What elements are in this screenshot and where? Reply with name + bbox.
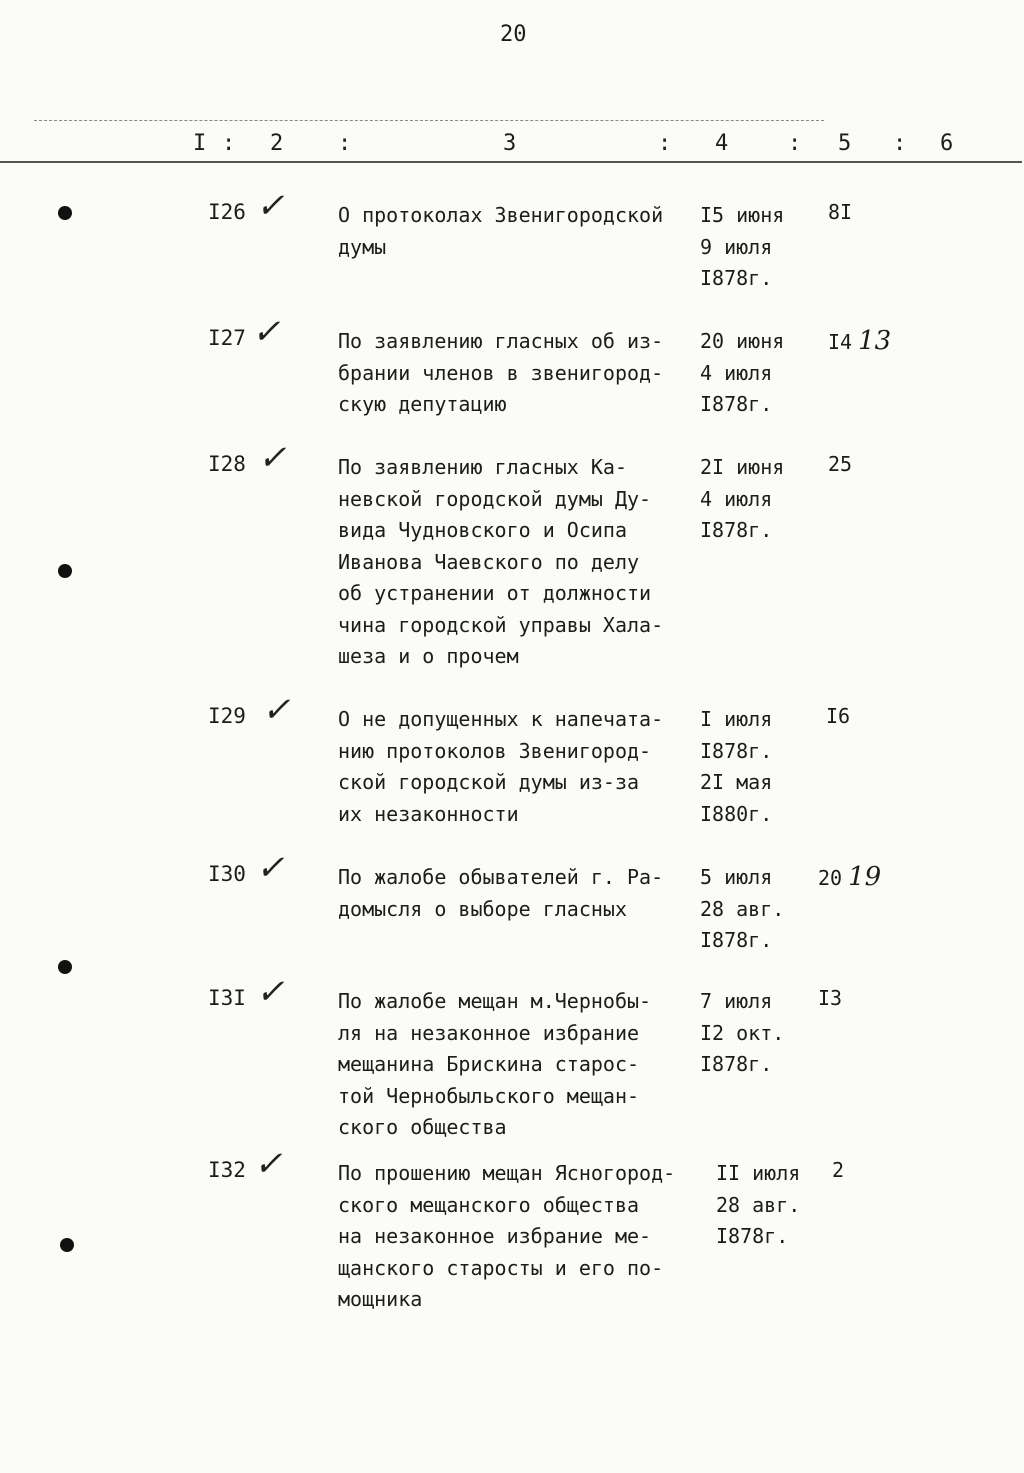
column-header-4: 4 — [715, 131, 729, 156]
entry-dates — [700, 862, 784, 957]
entry-title — [338, 986, 703, 1144]
entry-title — [338, 1158, 703, 1316]
title-line: чина городской управы Хала- — [338, 612, 664, 637]
title-line: шеза и о прочем — [338, 644, 519, 668]
entry-sheet-count — [828, 452, 852, 476]
entry-dates — [700, 326, 784, 421]
title-line: брании членов в звенигород- — [338, 360, 664, 385]
checkmark-icon: ✓ — [256, 186, 285, 226]
title-line: Иванова Чаевского по делу — [338, 549, 640, 574]
entry-dates — [700, 452, 784, 547]
date-line: I июля — [700, 707, 773, 731]
column-separator: : — [788, 131, 802, 156]
date-line: 4 июля — [700, 360, 773, 385]
title-line: нию протоколов Звенигород- — [338, 738, 652, 763]
column-header-1: I — [193, 131, 207, 156]
column-header-3: 3 — [503, 131, 517, 156]
entry-title — [338, 704, 703, 830]
handwritten-count-correction: 13 — [858, 326, 892, 356]
entry-dates — [700, 200, 784, 295]
entry-sheet-count — [818, 986, 842, 1010]
title-line: По прошению мещан Ясногород- — [338, 1161, 676, 1185]
title-line: невской городской думы Ду- — [338, 486, 652, 511]
date-line: I878г. — [700, 392, 773, 416]
title-line: О протоколах Звенигородской — [338, 203, 664, 227]
date-line: 7 июля — [700, 989, 773, 1013]
date-line: 28 авг. — [700, 896, 785, 921]
date-line: 2I июня — [700, 455, 785, 479]
date-line: I878г. — [700, 518, 773, 542]
title-line: их незаконности — [338, 801, 519, 826]
column-separator: : — [893, 131, 907, 156]
entry-number: I3I — [208, 986, 246, 1010]
binder-hole — [58, 206, 72, 220]
title-line: скую депутацию — [338, 392, 507, 416]
date-line: I880г. — [700, 801, 773, 826]
entry-dates — [700, 986, 784, 1081]
count-value: I3 — [818, 986, 843, 1010]
entry-number: I29 — [208, 704, 246, 728]
date-line: 20 июня — [700, 329, 785, 353]
title-line: ской городской думы из-за — [338, 770, 640, 794]
column-header-6: 6 — [940, 131, 954, 156]
entry-sheet-count — [828, 326, 891, 356]
date-line: I878г. — [700, 1052, 773, 1076]
date-line: I878г. — [700, 928, 773, 952]
date-line: 4 июля — [700, 486, 773, 511]
checkmark-icon: ✓ — [254, 1144, 283, 1184]
header-bottom-rule — [0, 161, 1022, 163]
title-line: домысля о выборе гласных — [338, 896, 627, 921]
checkmark-icon: ✓ — [258, 438, 287, 478]
checkmark-icon: ✓ — [262, 690, 291, 730]
title-line: ля на незаконное избрание — [338, 1020, 640, 1045]
title-line: По жалобе обывателей г. Ра- — [338, 865, 664, 889]
checkmark-icon: ✓ — [256, 972, 285, 1012]
date-line: I878г. — [716, 1224, 789, 1248]
handwritten-count-correction: 19 — [848, 862, 882, 892]
checkmark-icon: ✓ — [256, 848, 285, 888]
date-line: 5 июля — [700, 865, 773, 889]
binder-hole — [60, 1238, 74, 1252]
column-header-5: 5 — [838, 131, 852, 156]
title-line: ского общества — [338, 1115, 507, 1139]
entry-sheet-count — [818, 862, 881, 892]
entry-sheet-count — [826, 704, 850, 728]
entry-number: I27 — [208, 326, 246, 350]
binder-hole — [58, 564, 72, 578]
entry-dates — [716, 1158, 800, 1253]
date-line: I2 окт. — [700, 1020, 785, 1045]
binder-hole — [58, 960, 72, 974]
entry-title — [338, 452, 703, 673]
column-separator: : — [222, 131, 236, 156]
column-separator: : — [338, 131, 352, 156]
count-value: 20 — [818, 866, 843, 890]
title-line: мещанина Брискина старос- — [338, 1052, 640, 1076]
entry-dates — [700, 704, 772, 830]
date-line: 28 авг. — [716, 1192, 801, 1217]
count-value: 25 — [828, 452, 853, 476]
count-value: I6 — [826, 704, 851, 728]
column-header-2: 2 — [270, 131, 284, 156]
date-line: II июля — [716, 1161, 801, 1185]
count-value: I4 — [828, 330, 853, 354]
entry-number: I30 — [208, 862, 246, 886]
entry-sheet-count — [828, 200, 852, 224]
title-line: По заявлению гласных Ка- — [338, 455, 627, 479]
title-line: той Чернобыльского мещан- — [338, 1083, 640, 1108]
title-line: По заявлению гласных об из- — [338, 329, 664, 353]
title-line: думы — [338, 234, 387, 259]
title-line: ского мещанского общества — [338, 1192, 640, 1217]
title-line: По жалобе мещан м.Чернобы- — [338, 989, 652, 1013]
title-line: на незаконное избрание ме- — [338, 1224, 652, 1248]
count-value: 2 — [832, 1158, 845, 1182]
title-line: вида Чудновского и Осипа — [338, 518, 627, 542]
title-line: О не допущенных к напечата- — [338, 707, 664, 731]
entry-number: I28 — [208, 452, 246, 476]
page-number: 20 — [500, 22, 527, 47]
date-line: I878г. — [700, 738, 773, 763]
title-line: об устранении от должности — [338, 581, 652, 605]
checkmark-icon: ✓ — [252, 312, 281, 352]
entry-number: I26 — [208, 200, 246, 224]
entry-sheet-count — [832, 1158, 844, 1182]
entry-number: I32 — [208, 1158, 246, 1182]
header-top-rule — [34, 120, 824, 121]
count-value: 8I — [828, 200, 853, 224]
entry-title — [338, 200, 703, 263]
title-line: мощника — [338, 1287, 423, 1311]
column-separator: : — [658, 131, 672, 156]
date-line: I5 июня — [700, 203, 785, 227]
title-line: щанского старосты и его по- — [338, 1255, 664, 1280]
date-line: 2I мая — [700, 770, 773, 794]
entry-title — [338, 862, 703, 925]
date-line: 9 июля — [700, 234, 773, 259]
entry-title — [338, 326, 703, 421]
date-line: I878г. — [700, 266, 773, 290]
